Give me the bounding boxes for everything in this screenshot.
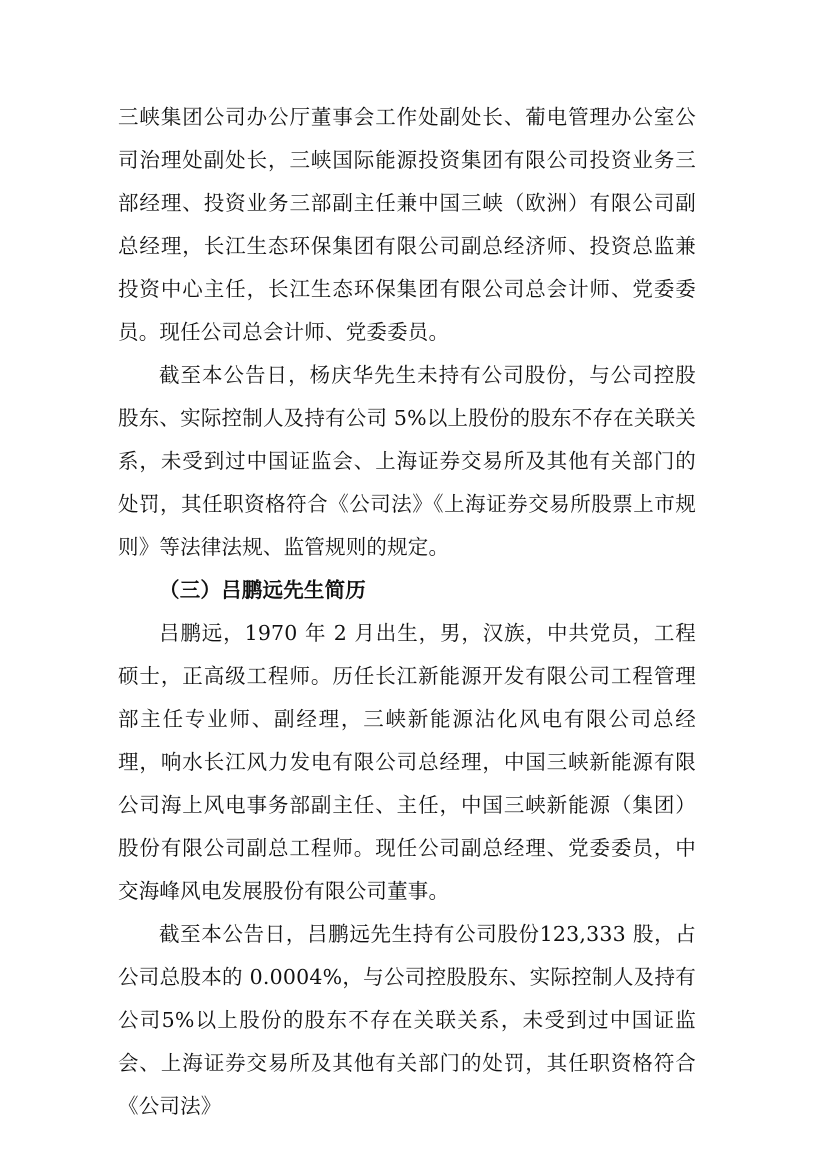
paragraph-yang-qinghua-disclosure: 截至本公告日，杨庆华先生未持有公司股份，与公司控股股东、实际控制人及持有公司 5%以上股份的股东不存在关联关系，未受到过中国证监会、上海证券交易所及其他有关部门的处罚，其任职资格符合《公司法》《上海证券交易所股票上市规则》等法律法规、监管规则的规定。 <box>118 363 696 559</box>
paragraph-lv-pengyuan-disclosure: 截至本公告日，吕鹏远先生持有公司股份123,333 股，占公司总股本的 0.0004%，与公司控股股东、实际控制人及持有公司5%以上股份的股东不存在关联关系，未受到过中国证监会、上海证券交易所及其他有关部门的处罚，其任职资格符合《公司法》 <box>118 922 696 1118</box>
paragraph-lv-pengyuan-biography: 吕鹏远，1970 年 2 月出生，男，汉族，中共党员，工程硕士，正高级工程师。历任长江新能源开发有限公司工程管理部主任专业师、副经理，三峡新能源沾化风电有限公司总经理，响水长江风力发电有限公司总经理，中国三峡新能源有限公司海上风电事务部副主任、主任，中国三峡新能源（集团）股份有限公司副总工程师。现任公司副总经理、党委委员，中交海峰风电发展股份有限公司董事。 <box>118 621 696 903</box>
document-body <box>118 96 696 1128</box>
paragraph-biography-continuation: 三峡集团公司办公厅董事会工作处副处长、葡电管理办公室公司治理处副处长，三峡国际能源投资集团有限公司投资业务三部经理、投资业务三部副主任兼中国三峡（欧洲）有限公司副总经理，长江生态环保集团有限公司副总经济师、投资总监兼投资中心主任，长江生态环保集团有限公司总会计师、党委委员。现任公司总会计师、党委委员。 <box>118 105 696 344</box>
heading-lv-pengyuan-resume: （三）吕鹏远先生简历 <box>159 578 366 602</box>
